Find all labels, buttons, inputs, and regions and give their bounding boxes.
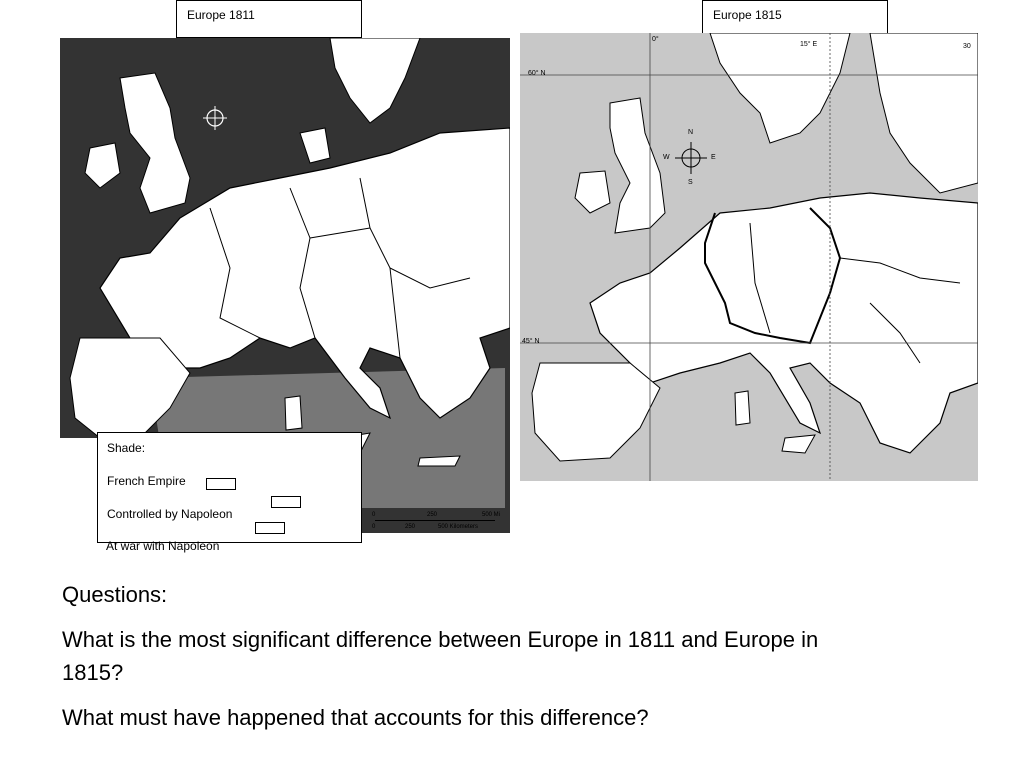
map-1815-labels (520, 33, 978, 481)
question-2: What must have happened that accounts for this difference? (62, 705, 649, 730)
legend-label-controlled: Controlled by Napoleon (107, 507, 233, 521)
compass-n: N (688, 129, 694, 136)
scale-mile-500: 500 Mi (482, 512, 501, 518)
legend-swatch-at-war[interactable] (255, 522, 285, 534)
questions-heading: Questions: (62, 582, 168, 607)
label-lat-60: 60° N (528, 70, 546, 77)
compass-s: S (688, 179, 693, 186)
scale-km-500: 500 Kilometers (438, 524, 479, 530)
compass-w: W (663, 154, 670, 161)
legend-label-french-empire: French Empire (107, 474, 186, 488)
compass-e: E (711, 154, 716, 161)
label-lat-45: 45° N (522, 338, 540, 345)
scale-mile-0: 0 (372, 512, 376, 518)
scale-mile-250: 250 (427, 512, 438, 518)
legend-swatch-french-empire[interactable] (206, 478, 236, 490)
map-title-1815-text: Europe 1815 (713, 8, 782, 22)
label-lon-0: 0° (652, 36, 659, 43)
label-lon-30: 30 (963, 43, 971, 50)
scale-km-250: 250 (405, 524, 416, 530)
questions-section (62, 578, 842, 746)
legend-heading: Shade: (107, 441, 146, 455)
legend-box (97, 432, 362, 543)
question-1: What is the most significant difference between Europe in 1811 and Europe in 1815? (62, 627, 819, 685)
scale-km-0: 0 (372, 524, 376, 530)
map-title-1811 (176, 0, 362, 38)
map-title-1811-text: Europe 1811 (187, 8, 255, 22)
scale-bar (372, 508, 512, 536)
label-lon-15: 15° E (800, 41, 818, 48)
legend-label-at-war: At war with Napoleon (106, 539, 220, 553)
legend-swatch-controlled[interactable] (271, 496, 301, 508)
